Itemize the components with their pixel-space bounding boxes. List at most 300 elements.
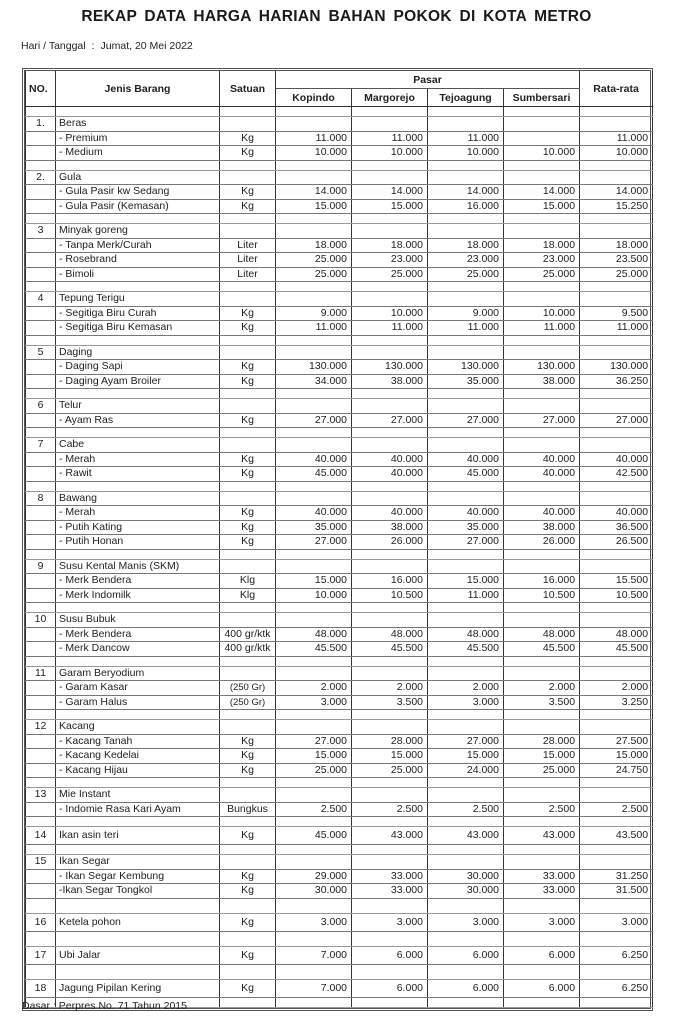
price-tejoagung: 11.000 <box>428 321 504 336</box>
item-name: Jagung Pipilan Kering <box>56 979 220 997</box>
category-row <box>26 345 653 360</box>
empty-cell <box>276 481 352 491</box>
empty-cell <box>352 399 428 414</box>
empty-cell <box>580 389 653 399</box>
item-name: - Indomie Rasa Kari Ayam <box>56 802 220 817</box>
price-average: 27.500 <box>580 734 653 749</box>
empty-cell <box>428 107 504 117</box>
empty-cell <box>276 107 352 117</box>
empty-cell <box>428 214 504 224</box>
price-margorejo: 16.000 <box>352 574 428 589</box>
price-margorejo: 10.000 <box>352 146 428 161</box>
empty-cell <box>56 549 220 559</box>
price-sumbersari: 25.000 <box>504 267 580 282</box>
price-average: 40.000 <box>580 506 653 521</box>
category-row <box>26 292 653 307</box>
item-row <box>26 695 653 710</box>
price-margorejo: 26.000 <box>352 535 428 550</box>
empty-cell <box>580 491 653 506</box>
price-tejoagung: 27.000 <box>428 535 504 550</box>
empty-cell <box>276 224 352 239</box>
price-average: 26.500 <box>580 535 653 550</box>
empty-cell <box>352 997 428 1007</box>
price-tejoagung: 10.000 <box>428 146 504 161</box>
price-kopindo: 15.000 <box>276 199 352 214</box>
price-margorejo: 3.000 <box>352 913 428 931</box>
price-average: 10.500 <box>580 588 653 603</box>
item-name: - Bimoli <box>56 267 220 282</box>
empty-cell <box>352 788 428 803</box>
empty-cell <box>352 656 428 666</box>
empty-cell <box>580 107 653 117</box>
empty-cell <box>276 549 352 559</box>
price-kopindo: 45.000 <box>276 827 352 845</box>
item-row <box>26 452 653 467</box>
item-row <box>26 946 653 964</box>
empty-cell <box>504 778 580 788</box>
row-number: 10 <box>26 613 56 628</box>
table-body <box>26 107 653 1008</box>
unit-cell: Kg <box>220 749 276 764</box>
empty-cell <box>504 292 580 307</box>
empty-cell <box>26 931 56 946</box>
empty-cell <box>276 399 352 414</box>
empty-cell <box>504 710 580 720</box>
spacer-row <box>26 710 653 720</box>
category-name: Susu Bubuk <box>56 613 220 628</box>
item-row <box>26 185 653 200</box>
category-row <box>26 666 653 681</box>
empty-cell <box>220 964 276 979</box>
price-sumbersari: 16.000 <box>504 574 580 589</box>
price-tejoagung: 27.000 <box>428 734 504 749</box>
empty-cell <box>276 335 352 345</box>
empty-cell <box>276 817 352 827</box>
price-tejoagung: 2.500 <box>428 802 504 817</box>
row-number: 15 <box>26 855 56 870</box>
empty-cell <box>276 428 352 438</box>
empty-cell <box>220 997 276 1007</box>
price-margorejo: 2.500 <box>352 802 428 817</box>
item-name: - Garam Halus <box>56 695 220 710</box>
empty-cell <box>580 224 653 239</box>
price-tejoagung: 45.000 <box>428 467 504 482</box>
empty-cell <box>26 360 56 375</box>
item-row <box>26 979 653 997</box>
empty-cell <box>352 720 428 735</box>
empty-cell <box>276 931 352 946</box>
price-tejoagung: 30.000 <box>428 869 504 884</box>
empty-cell <box>26 131 56 146</box>
empty-cell <box>428 720 504 735</box>
empty-cell <box>580 898 653 913</box>
unit-cell: Liter <box>220 238 276 253</box>
date-separator: : <box>91 40 95 52</box>
empty-cell <box>220 710 276 720</box>
item-row <box>26 802 653 817</box>
price-margorejo: 2.000 <box>352 681 428 696</box>
item-name: - Kacang Hijau <box>56 763 220 778</box>
price-margorejo: 27.000 <box>352 413 428 428</box>
price-margorejo: 38.000 <box>352 520 428 535</box>
price-margorejo: 15.000 <box>352 749 428 764</box>
empty-cell <box>580 931 653 946</box>
empty-cell <box>26 413 56 428</box>
unit-cell: Kg <box>220 913 276 931</box>
unit-cell: Kg <box>220 321 276 336</box>
date-line <box>21 40 193 52</box>
empty-cell <box>504 345 580 360</box>
empty-cell <box>276 292 352 307</box>
price-tejoagung: 16.000 <box>428 199 504 214</box>
price-sumbersari: 10.000 <box>504 306 580 321</box>
empty-cell <box>580 549 653 559</box>
price-tejoagung: 3.000 <box>428 695 504 710</box>
empty-cell <box>504 613 580 628</box>
empty-cell <box>352 549 428 559</box>
header-market-group: Pasar <box>276 71 580 89</box>
item-row <box>26 588 653 603</box>
empty-cell <box>580 613 653 628</box>
price-average: 31.500 <box>580 884 653 899</box>
empty-cell <box>26 467 56 482</box>
price-average: 6.250 <box>580 946 653 964</box>
empty-cell <box>276 666 352 681</box>
spacer-row <box>26 898 653 913</box>
empty-cell <box>504 117 580 132</box>
item-name: - Putih Kating <box>56 520 220 535</box>
empty-cell <box>428 788 504 803</box>
empty-cell <box>220 603 276 613</box>
spacer-row <box>26 389 653 399</box>
price-tejoagung: 35.000 <box>428 374 504 389</box>
empty-cell <box>352 438 428 453</box>
price-average: 15.500 <box>580 574 653 589</box>
empty-cell <box>352 964 428 979</box>
empty-cell <box>56 428 220 438</box>
price-margorejo: 38.000 <box>352 374 428 389</box>
empty-cell <box>56 656 220 666</box>
unit-cell: Kg <box>220 467 276 482</box>
empty-cell <box>26 107 56 117</box>
spacer-row <box>26 107 653 117</box>
price-tejoagung: 40.000 <box>428 452 504 467</box>
item-name: - Gula Pasir (Kemasan) <box>56 199 220 214</box>
category-row <box>26 720 653 735</box>
empty-cell <box>580 117 653 132</box>
item-row <box>26 749 653 764</box>
empty-cell <box>504 603 580 613</box>
empty-cell <box>26 282 56 292</box>
price-sumbersari: 6.000 <box>504 979 580 997</box>
spacer-row <box>26 603 653 613</box>
item-name: - Premium <box>56 131 220 146</box>
empty-cell <box>26 710 56 720</box>
unit-cell: Kg <box>220 535 276 550</box>
unit-cell: (250 Gr) <box>220 695 276 710</box>
empty-cell <box>504 107 580 117</box>
item-name: - Kacang Tanah <box>56 734 220 749</box>
category-name: Garam Beryodium <box>56 666 220 681</box>
category-name: Minyak goreng <box>56 224 220 239</box>
price-kopindo: 35.000 <box>276 520 352 535</box>
empty-cell <box>56 107 220 117</box>
item-row <box>26 267 653 282</box>
price-tejoagung: 35.000 <box>428 520 504 535</box>
empty-cell <box>56 335 220 345</box>
item-name: - Ayam Ras <box>56 413 220 428</box>
price-margorejo: 43.000 <box>352 827 428 845</box>
price-kopindo: 45.000 <box>276 467 352 482</box>
empty-cell <box>26 267 56 282</box>
header-average: Rata-rata <box>580 71 653 107</box>
empty-cell <box>352 710 428 720</box>
empty-cell <box>580 656 653 666</box>
item-name: - Segitiga Biru Kemasan <box>56 321 220 336</box>
empty-cell <box>26 763 56 778</box>
price-kopindo: 30.000 <box>276 884 352 899</box>
price-sumbersari: 2.500 <box>504 802 580 817</box>
empty-cell <box>220 931 276 946</box>
price-tejoagung: 18.000 <box>428 238 504 253</box>
price-sumbersari: 40.000 <box>504 506 580 521</box>
item-row <box>26 535 653 550</box>
price-margorejo: 33.000 <box>352 869 428 884</box>
empty-cell <box>276 389 352 399</box>
price-sumbersari: 10.500 <box>504 588 580 603</box>
empty-cell <box>56 817 220 827</box>
row-number: 16 <box>26 913 56 931</box>
empty-cell <box>352 107 428 117</box>
empty-cell <box>580 399 653 414</box>
price-sumbersari: 25.000 <box>504 763 580 778</box>
price-average: 9.500 <box>580 306 653 321</box>
empty-cell <box>504 964 580 979</box>
empty-cell <box>580 282 653 292</box>
price-kopindo: 40.000 <box>276 452 352 467</box>
empty-cell <box>352 491 428 506</box>
price-average: 42.500 <box>580 467 653 482</box>
row-number: 11 <box>26 666 56 681</box>
empty-cell <box>26 869 56 884</box>
item-row <box>26 306 653 321</box>
row-number: 13 <box>26 788 56 803</box>
empty-cell <box>26 506 56 521</box>
empty-cell <box>220 160 276 170</box>
price-tejoagung: 23.000 <box>428 253 504 268</box>
empty-cell <box>276 214 352 224</box>
empty-cell <box>580 559 653 574</box>
price-average: 14.000 <box>580 185 653 200</box>
empty-cell <box>352 817 428 827</box>
price-sumbersari: 43.000 <box>504 827 580 845</box>
empty-cell <box>428 931 504 946</box>
empty-cell <box>352 282 428 292</box>
empty-cell <box>220 491 276 506</box>
empty-cell <box>428 345 504 360</box>
item-name: - Daging Sapi <box>56 360 220 375</box>
item-row <box>26 827 653 845</box>
empty-cell <box>26 656 56 666</box>
price-margorejo: 11.000 <box>352 131 428 146</box>
empty-cell <box>580 720 653 735</box>
item-row <box>26 763 653 778</box>
item-row <box>26 506 653 521</box>
empty-cell <box>352 855 428 870</box>
empty-cell <box>220 335 276 345</box>
empty-cell <box>428 282 504 292</box>
unit-cell: Kg <box>220 827 276 845</box>
empty-cell <box>276 656 352 666</box>
empty-cell <box>276 855 352 870</box>
price-average: 11.000 <box>580 131 653 146</box>
empty-cell <box>56 160 220 170</box>
empty-cell <box>220 399 276 414</box>
price-margorejo: 28.000 <box>352 734 428 749</box>
empty-cell <box>276 491 352 506</box>
empty-cell <box>276 345 352 360</box>
category-name: Mie Instant <box>56 788 220 803</box>
empty-cell <box>276 964 352 979</box>
price-tejoagung: 130.000 <box>428 360 504 375</box>
item-row <box>26 131 653 146</box>
empty-cell <box>580 170 653 185</box>
spacer-row <box>26 656 653 666</box>
empty-cell <box>56 898 220 913</box>
price-sumbersari: 6.000 <box>504 946 580 964</box>
item-name: - Tanpa Merk/Curah <box>56 238 220 253</box>
header-name: Jenis Barang <box>56 71 220 107</box>
spacer-row <box>26 481 653 491</box>
empty-cell <box>26 964 56 979</box>
item-row <box>26 467 653 482</box>
empty-cell <box>220 559 276 574</box>
empty-cell <box>26 734 56 749</box>
price-kopindo: 11.000 <box>276 131 352 146</box>
price-tejoagung: 25.000 <box>428 267 504 282</box>
empty-cell <box>504 389 580 399</box>
empty-cell <box>580 345 653 360</box>
empty-cell <box>504 666 580 681</box>
category-name: Telur <box>56 399 220 414</box>
empty-cell <box>580 428 653 438</box>
empty-cell <box>276 778 352 788</box>
empty-cell <box>220 898 276 913</box>
empty-cell <box>220 282 276 292</box>
price-kopindo: 15.000 <box>276 749 352 764</box>
empty-cell <box>352 292 428 307</box>
empty-cell <box>276 720 352 735</box>
spacer-row <box>26 282 653 292</box>
category-row <box>26 117 653 132</box>
header-market-margorejo: Margorejo <box>352 89 428 107</box>
price-sumbersari: 26.000 <box>504 535 580 550</box>
empty-cell <box>428 964 504 979</box>
price-kopindo: 27.000 <box>276 413 352 428</box>
empty-cell <box>26 520 56 535</box>
empty-cell <box>428 224 504 239</box>
row-number: 4 <box>26 292 56 307</box>
price-kopindo: 27.000 <box>276 535 352 550</box>
empty-cell <box>276 282 352 292</box>
unit-cell: Liter <box>220 267 276 282</box>
price-kopindo: 25.000 <box>276 253 352 268</box>
empty-cell <box>352 224 428 239</box>
price-kopindo: 9.000 <box>276 306 352 321</box>
item-row <box>26 681 653 696</box>
price-tejoagung: 6.000 <box>428 946 504 964</box>
price-tejoagung: 11.000 <box>428 131 504 146</box>
empty-cell <box>504 428 580 438</box>
item-row <box>26 238 653 253</box>
empty-cell <box>56 778 220 788</box>
item-name: - Rawit <box>56 467 220 482</box>
unit-cell: Kg <box>220 869 276 884</box>
empty-cell <box>26 238 56 253</box>
price-tejoagung: 2.000 <box>428 681 504 696</box>
item-row <box>26 913 653 931</box>
price-sumbersari: 48.000 <box>504 627 580 642</box>
empty-cell <box>504 335 580 345</box>
empty-cell <box>26 642 56 657</box>
price-sumbersari: 14.000 <box>504 185 580 200</box>
price-margorejo: 45.500 <box>352 642 428 657</box>
empty-cell <box>428 160 504 170</box>
empty-cell <box>26 898 56 913</box>
empty-cell <box>352 345 428 360</box>
empty-cell <box>504 788 580 803</box>
empty-cell <box>352 170 428 185</box>
empty-cell <box>504 549 580 559</box>
empty-cell <box>352 335 428 345</box>
empty-cell <box>580 997 653 1007</box>
empty-cell <box>220 817 276 827</box>
empty-cell <box>504 656 580 666</box>
item-name: - Putih Honan <box>56 535 220 550</box>
empty-cell <box>504 399 580 414</box>
empty-cell <box>428 438 504 453</box>
price-kopindo: 15.000 <box>276 574 352 589</box>
price-sumbersari: 38.000 <box>504 520 580 535</box>
price-average: 15.000 <box>580 749 653 764</box>
unit-cell: Kg <box>220 374 276 389</box>
spacer-row <box>26 335 653 345</box>
empty-cell <box>428 117 504 132</box>
price-kopindo: 7.000 <box>276 979 352 997</box>
item-name: Ketela pohon <box>56 913 220 931</box>
item-name: Ikan asin teri <box>56 827 220 845</box>
price-average: 43.500 <box>580 827 653 845</box>
empty-cell <box>220 214 276 224</box>
price-margorejo: 6.000 <box>352 979 428 997</box>
empty-cell <box>580 788 653 803</box>
empty-cell <box>276 117 352 132</box>
empty-cell <box>352 481 428 491</box>
price-sumbersari: 27.000 <box>504 413 580 428</box>
empty-cell <box>352 117 428 132</box>
price-tejoagung: 48.000 <box>428 627 504 642</box>
item-row <box>26 321 653 336</box>
price-sumbersari: 40.000 <box>504 452 580 467</box>
price-tejoagung: 14.000 <box>428 185 504 200</box>
empty-cell <box>26 535 56 550</box>
empty-cell <box>220 666 276 681</box>
empty-cell <box>220 438 276 453</box>
price-average: 2.500 <box>580 802 653 817</box>
price-tejoagung: 3.000 <box>428 913 504 931</box>
empty-cell <box>220 292 276 307</box>
item-row <box>26 734 653 749</box>
